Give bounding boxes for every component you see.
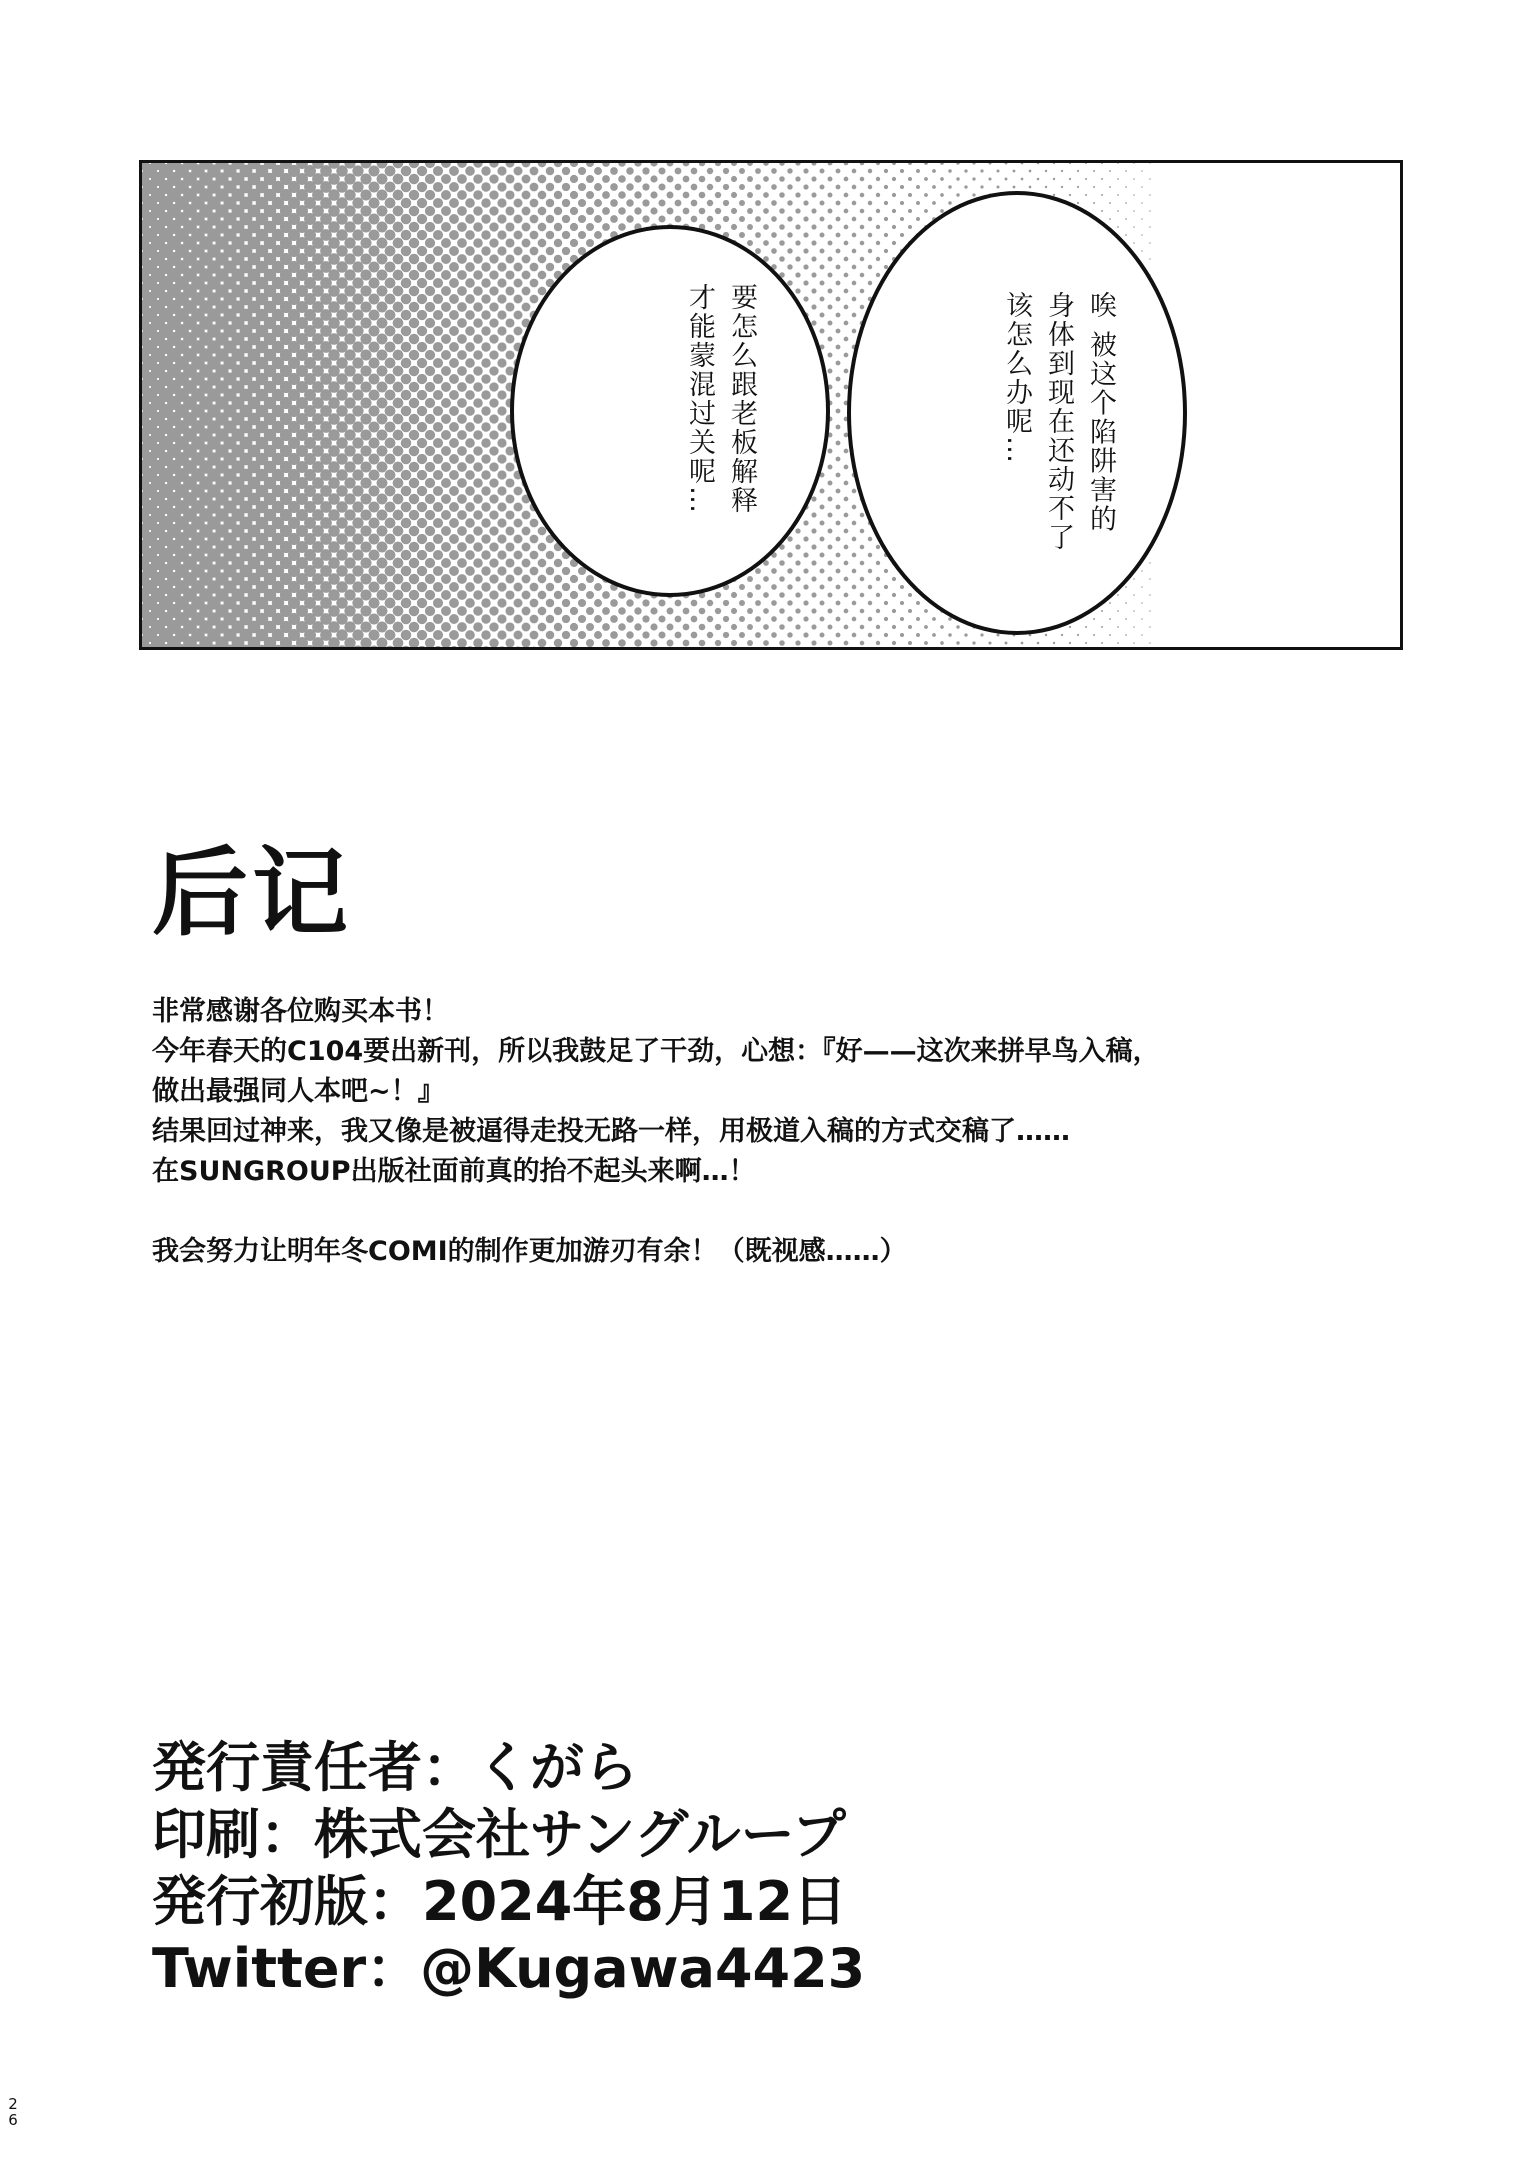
afterword-body [152,992,1392,1272]
colophon-twitter: Twitter：@Kugawa4423 [152,1937,866,2000]
colophon-printer: 印刷：株式会社サングループ [152,1803,846,1866]
speech-bubble-right [847,191,1187,635]
afterword-line: 今年春天的C104要出新刊，所以我鼓足了干劲，心想：『好——这次来拼早鸟入稿， [152,1036,1160,1067]
colophon-first-edition: 発行初版：2024年8月12日 [152,1870,848,1933]
afterword-title: 后记 [152,837,352,949]
afterword-line: 我会努力让明年冬COMI的制作更加游刃有余！（既视感……） [152,1236,907,1267]
afterword-line: 在SUNGROUP出版社面前真的抬不起头来啊…！ [152,1156,756,1187]
speech-line: 该怎么办呢… [1001,291,1032,465]
afterword-blank-line [152,1192,1392,1232]
comic-panel [139,160,1403,650]
speech-line: 要怎么跟老板解释 [726,283,757,515]
speech-bubble-left [510,225,830,597]
colophon-publisher: 発行責任者：くがら [152,1736,638,1799]
speech-line: 唉 被这个陷阱害的 [1085,291,1116,534]
speech-bubble-right-text [995,291,1121,552]
speech-line: 才能蒙混过关呢… [684,283,715,515]
speech-line: 身体到现在还动不了 [1043,291,1074,552]
afterword-line: 非常感谢各位购买本书！ [152,996,449,1027]
afterword-line: 做出最强同人本吧~！』 [152,1076,445,1107]
afterword-line: 结果回过神来，我又像是被逼得走投无路一样，用极道入稿的方式交稿了…… [152,1116,1070,1147]
page-number: 26 [8,2095,18,2129]
speech-bubble-left-text [678,283,762,515]
colophon [152,1734,865,2002]
